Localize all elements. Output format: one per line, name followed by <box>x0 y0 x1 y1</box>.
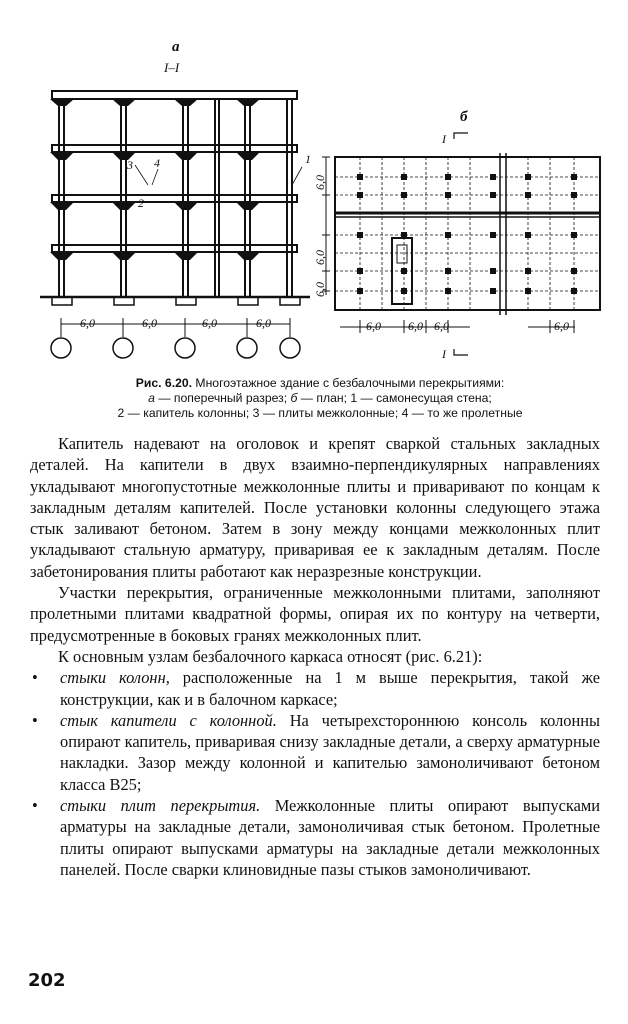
list-item-term: стыки колонн, <box>60 668 170 688</box>
label-a: а <box>172 39 180 55</box>
plan-grid <box>335 157 600 310</box>
list-item <box>30 667 600 710</box>
paragraph: Капитель надевают на оголовок и крепят сваркой стальных закладных деталей. На капители в двух взаимно-перпендикулярных направлениях укладывают многопустотные межколонные плиты и приваривают по концам к закладным деталям капителей. После установки колонны следующего этажа стык заливают бетоном. Затем в зону между концами межколонных плит укладывают стальную арматуру, приваривая ее к закладным деталям. После забетонирования плиты работают как неразрезные конструкции. <box>30 434 600 581</box>
figure-caption <box>40 376 600 421</box>
column-capitals <box>50 99 260 260</box>
paragraph: Участки перекрытия, ограниченные межколонными плитами, заполняют пролетными плитами квадратной формы, опирая их по контуру на четверти, предусмотренные в боковых гранях межколонных плит. <box>30 583 600 645</box>
caption-b-letter: б <box>290 391 298 405</box>
floor-slab <box>52 195 297 202</box>
axis-markers <box>51 338 300 358</box>
caption-a-text: — поперечный разрез; <box>158 391 288 405</box>
callout-4: 4 <box>154 156 160 170</box>
dim-label: 6,0 <box>434 319 449 333</box>
node-list <box>30 667 600 880</box>
caption-label: Рис. 6.20. <box>135 376 193 390</box>
cross-section-drawing <box>40 39 311 358</box>
caption-line-1 <box>40 376 600 391</box>
section-label: I–I <box>164 60 180 75</box>
list-item-text: На четырехстороннюю консоль колонны опирают капитель, приваривая снизу закладные детали, а сверху арматурные накладки. Зазор между колонной и капителью замоноличивают бетоном класса В25; <box>60 710 600 794</box>
plan-drawing <box>313 109 600 361</box>
plan-outline <box>335 157 600 310</box>
caption-title: Многоэтажное здание с безбалочными перекрытиями: <box>195 376 505 390</box>
caption-line-2 <box>40 391 600 406</box>
list-item <box>30 710 600 795</box>
list-item-term: стык капители с колонной. <box>60 710 277 730</box>
roof-slab <box>52 91 297 99</box>
list-item-term: стыки плит перекрытия. <box>60 796 261 816</box>
dim-label: 6,0 <box>202 316 217 330</box>
floor-slab <box>52 145 297 152</box>
figure-6-20 <box>30 35 610 375</box>
caption-a-letter: а <box>148 391 155 405</box>
dim-label: 6,0 <box>554 319 569 333</box>
list-item <box>30 795 600 880</box>
caption-line-3: 2 — капитель колонны; 3 — плиты межколонные; 4 — то же пролетные <box>117 406 523 420</box>
list-item-text: расположенные на 1 м выше перекрытия, такой же конструкции, как и в балочном каркасе; <box>60 668 600 709</box>
body-text <box>30 433 600 880</box>
dim-label: 6,0 <box>408 319 423 333</box>
callout-1: 1 <box>305 152 311 166</box>
cut-label-bottom: I <box>442 347 446 361</box>
dim-label: 6,0 <box>313 250 327 265</box>
plan-columns <box>357 174 577 294</box>
dim-label: 6,0 <box>313 175 327 190</box>
paragraph: К основным узлам безбалочного каркаса относят (рис. 6.21): <box>58 646 483 666</box>
label-b: б <box>460 109 468 125</box>
columns <box>59 99 292 297</box>
list-item-text: Межколонные плиты опирают выпусками арматуры на закладные детали, замоноличивая стык бетоном. Пролетные плиты опирают выпусками арматуры на закладные детали межколонных панелей. После сварки клиновидные пазы стыков замоноличивают. <box>60 796 600 879</box>
callout-3: 3 <box>127 158 133 172</box>
dim-label: 6,0 <box>256 316 271 330</box>
floor-slab <box>52 245 297 252</box>
cut-label-top: I <box>442 132 446 146</box>
callout-2: 2 <box>138 196 144 210</box>
dim-label: 6,0 <box>142 316 157 330</box>
dim-label: 6,0 <box>80 316 95 330</box>
dim-label: 6,0 <box>366 319 381 333</box>
page-number: 202 <box>28 970 66 991</box>
dim-label: 6,0 <box>313 282 327 297</box>
caption-b-text: — план; 1 — самонесущая стена; <box>300 391 492 405</box>
